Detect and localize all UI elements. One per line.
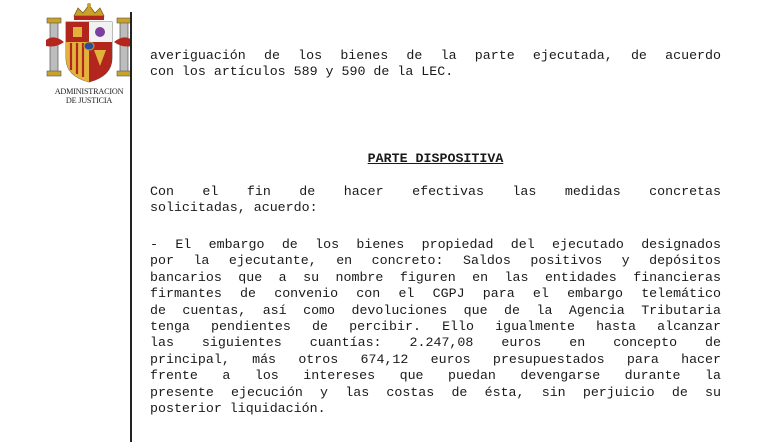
intro-paragraph [150,48,721,81]
text-line: - El embargo de los bienes propiedad del ejecutado designados [150,237,721,252]
agency-name [42,87,136,106]
text-line: Con el fin de hacer efectivas las medidas concretas [150,184,721,199]
agency-name-line1: ADMINISTRACION [54,87,124,96]
text-line: con los artículos 589 y 590 de la LEC. [150,64,454,80]
text-line: de cuentas, así como devoluciones que de la Agencia Tributaria [150,302,721,318]
paragraph-embargo [150,237,721,417]
text-line: frente a los intereses que puedan devengarse durante la [150,368,721,384]
agency-name-line2: DE JUSTICIA [65,96,113,106]
paragraph-measures [150,184,721,217]
text-line: solicitadas, acuerdo: [150,200,318,216]
text-line: presente ejecución y las costas de ésta, sin perjuicio de su [150,384,721,400]
text-line: averiguación de los bienes de la parte ejecutada, de acuerdo [150,48,721,63]
text-line: tenga pendientes de percibir. Ello igualmente hasta alcanzar [150,319,721,335]
text-line: por la ejecutante, en concreto: Saldos positivos y depósitos [150,253,721,269]
text-line: posterior liquidación. [150,401,326,417]
text-line: bancarios que a su nombre figuren en las entidades financieras [150,269,721,285]
margin-rule [130,12,132,442]
text-line: las siguientes cuantías: 2.247,08 euros en concepto de [150,335,721,351]
section-title: PARTE DISPOSITIVA [367,151,504,166]
coat-of-arms-logo [44,2,134,84]
text-line: principal, más otros 674,12 euros presupuestados para hacer [150,351,721,367]
text-line: firmantes de convenio con el CGPJ para el embargo telemático [150,286,721,302]
